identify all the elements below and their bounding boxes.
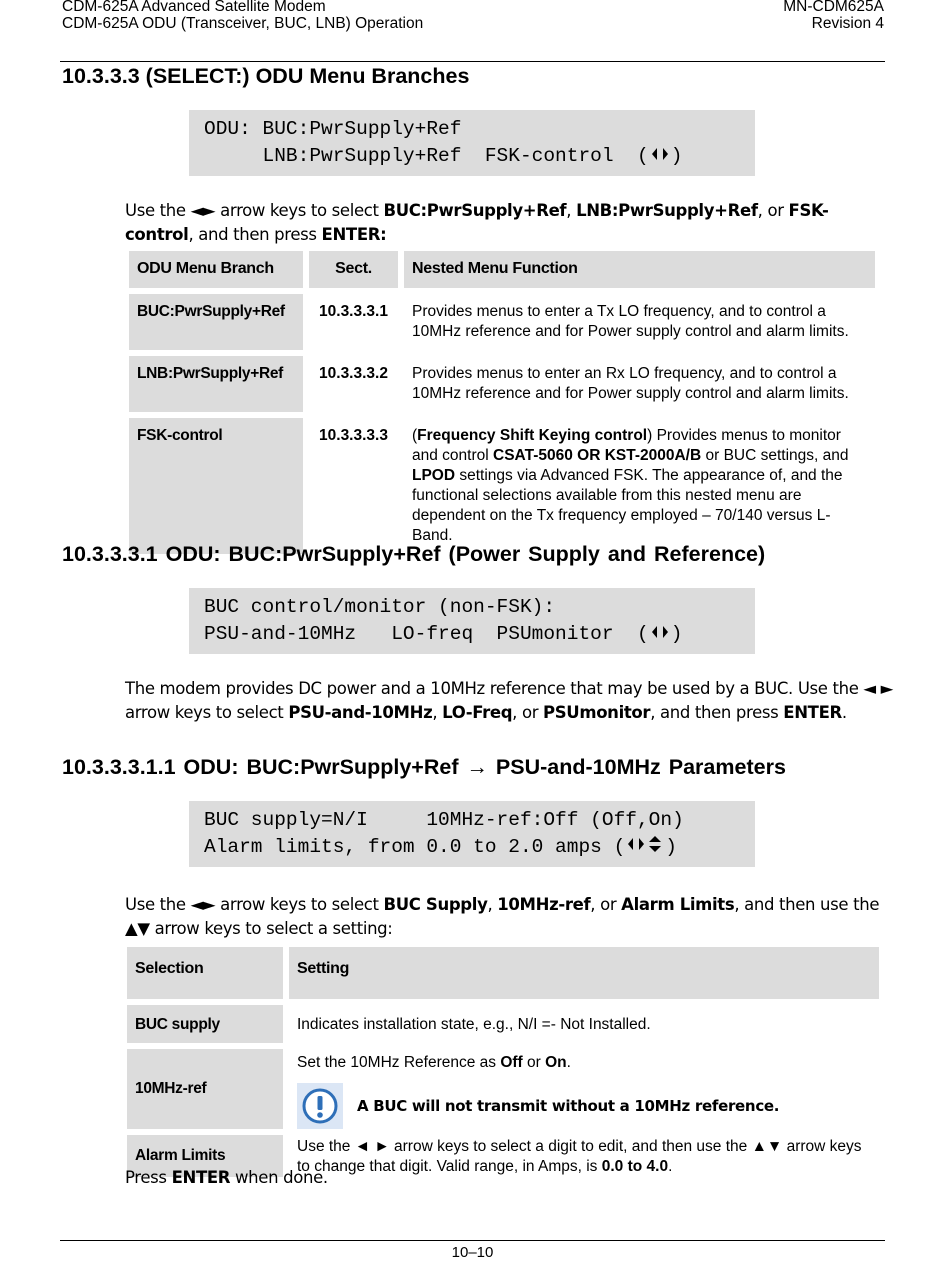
text: . (668, 1158, 673, 1175)
text: , and then press (188, 224, 322, 244)
text: when done. (230, 1168, 328, 1187)
left-right-arrows-icon (649, 623, 671, 641)
text: Use the ◄► arrow keys to select (125, 201, 384, 220)
table-row (127, 1005, 879, 1043)
arrows-four-way-icon (625, 834, 665, 854)
section-cell: 10.3.3.3.3 (309, 418, 398, 554)
text: , (432, 702, 443, 722)
page-number: 10–10 (451, 1244, 494, 1261)
text: settings via Advanced FSK. The appearance of, and the functional selections available from this nested menu are dependent on the Tx frequency employed – 70/140 versus L-Band. (412, 467, 843, 544)
bold-text: ENTER: (321, 224, 387, 244)
lcd-line-1: ODU: BUC:PwrSupply+Ref (204, 118, 462, 140)
table-header-row (129, 251, 875, 288)
table-row (127, 1049, 879, 1129)
text: Use the ◄ ► arrow keys to select a digit to edit, and then use the ▲▼ arrow keys to change that digit. Valid range, in Amps, is (297, 1138, 862, 1175)
lcd-display-buc-control (189, 588, 755, 654)
branch-cell: BUC:PwrSupply+Ref (129, 294, 303, 350)
text: or BUC settings, and (701, 447, 849, 464)
selection-cell: Alarm Limits (127, 1135, 283, 1177)
lcd-line-1: BUC control/monitor (non-FSK): (204, 596, 556, 618)
note-callout (297, 1083, 871, 1129)
function-cell (404, 418, 875, 554)
bold-text: ENTER (783, 702, 842, 722)
selection-cell: 10MHz-ref (127, 1049, 283, 1129)
column-header: Selection (127, 947, 283, 999)
bold-text: Off (500, 1054, 523, 1071)
bold-text: PSU-and-10MHz (288, 702, 433, 722)
section-cell: 10.3.3.3.1 (309, 294, 398, 350)
lcd-display-psu-params (189, 801, 755, 867)
lcd-line-2: PSU-and-10MHz LO-freq PSUmonitor ( (204, 623, 649, 645)
bold-text: CSAT-5060 OR KST-2000A/B (493, 447, 702, 464)
header-rule (60, 61, 885, 62)
text: , or (512, 702, 544, 722)
bold-text: BUC:PwrSupply+Ref (383, 201, 567, 220)
text: . (841, 702, 847, 722)
header-doc-number: MN-CDM625A (783, 0, 884, 15)
column-header: Setting (289, 947, 879, 999)
lcd-line-2: LNB:PwrSupply+Ref FSK-control ( (204, 145, 649, 167)
branch-cell: FSK-control (129, 418, 303, 554)
setting-cell (289, 1049, 879, 1129)
selection-cell: BUC supply (127, 1005, 283, 1043)
instruction-paragraph-2 (125, 677, 895, 724)
table-header-row (127, 947, 879, 999)
setting-text (297, 1053, 871, 1073)
lcd-line-1: BUC supply=N/I 10MHz-ref:Off (Off,On) (204, 809, 684, 831)
bold-text: Frequency Shift Keying control (417, 427, 648, 444)
section-heading-buc-power-supply: 10.3.3.3.1 ODU: BUC:PwrSupply+Ref (Power Supply and Reference) (62, 542, 766, 566)
column-header: Nested Menu Function (404, 251, 875, 288)
section-cell: 10.3.3.3.2 (309, 356, 398, 412)
text: Use the ◄► arrow keys to select (125, 895, 384, 914)
function-cell: Provides menus to enter a Tx LO frequency, and to control a 10MHz reference and for Power supply control and alarm limits. (404, 294, 875, 350)
column-header: ODU Menu Branch (129, 251, 303, 288)
header-doc-title: CDM-625A Advanced Satellite Modem (62, 0, 326, 15)
footer-rule (60, 1240, 885, 1241)
bold-text: FSK-control (125, 201, 829, 244)
left-right-arrows-icon (649, 145, 671, 163)
lcd-line-2: Alarm limits, from 0.0 to 2.0 amps ( (204, 836, 626, 858)
instruction-paragraph-1 (125, 199, 895, 246)
info-icon (297, 1083, 343, 1129)
text: . (566, 1054, 571, 1071)
table-row (129, 418, 875, 554)
bold-text: LPOD (412, 467, 456, 484)
lcd-line-2-close: ) (665, 836, 677, 858)
lcd-line-2-close: ) (670, 145, 683, 167)
text: , and then press (650, 702, 784, 722)
text: ( (412, 427, 418, 444)
text: ) Provides menus to monitor and control (412, 427, 841, 464)
bold-text: ENTER (171, 1168, 231, 1187)
text: , and then use the ▲▼ arrow keys to select a setting: (125, 895, 880, 938)
text: Press (125, 1168, 172, 1187)
bold-text: PSUmonitor (543, 702, 651, 722)
text: , or (590, 895, 622, 914)
header-revision: Revision 4 (811, 15, 884, 32)
bold-text: Alarm Limits (621, 895, 735, 914)
bold-text: LO-Freq (442, 702, 513, 722)
header-left (62, 0, 423, 32)
text: or (522, 1054, 546, 1071)
note-text: A BUC will not transmit without a 10MHz reference. (357, 1097, 780, 1115)
psu-settings-table (121, 941, 885, 1183)
bold-text: 10MHz-ref (497, 895, 591, 914)
column-header: Sect. (309, 251, 398, 288)
text: , or (757, 201, 789, 220)
bold-text: 0.0 to 4.0 (601, 1158, 669, 1175)
text: , (487, 895, 498, 914)
odu-menu-branch-table (123, 245, 881, 560)
table-row (129, 294, 875, 350)
bold-text: BUC Supply (383, 895, 488, 914)
function-cell: Provides menus to enter an Rx LO frequency, and to control a 10MHz reference and for Power supply control and alarm limits. (404, 356, 875, 412)
setting-cell: Indicates installation state, e.g., N/I =- Not Installed. (289, 1005, 879, 1043)
text: The modem provides DC power and a 10MHz reference that may be used by a BUC. Use the ◄ ► arrow keys to select (125, 679, 893, 722)
section-heading-psu-and-10mhz: 10.3.3.3.1.1 ODU: BUC:PwrSupply+Ref → PSU-and-10MHz Parameters (62, 755, 786, 779)
header-chapter-title: CDM-625A ODU (Transceiver, BUC, LNB) Operation (62, 15, 424, 32)
bold-text: LNB:PwrSupply+Ref (576, 201, 758, 220)
text: Set the 10MHz Reference as (297, 1054, 501, 1071)
header-right (783, 0, 884, 32)
lcd-line-2-close: ) (670, 623, 683, 645)
section-heading-odu-menu-branches: 10.3.3.3 (SELECT:) ODU Menu Branches (62, 64, 470, 88)
press-enter-paragraph (125, 1166, 895, 1190)
bold-text: On (545, 1054, 567, 1071)
table-row (129, 356, 875, 412)
text: , (566, 201, 577, 220)
branch-cell: LNB:PwrSupply+Ref (129, 356, 303, 412)
instruction-paragraph-3 (125, 893, 895, 940)
lcd-display-odu-menu (189, 110, 755, 176)
